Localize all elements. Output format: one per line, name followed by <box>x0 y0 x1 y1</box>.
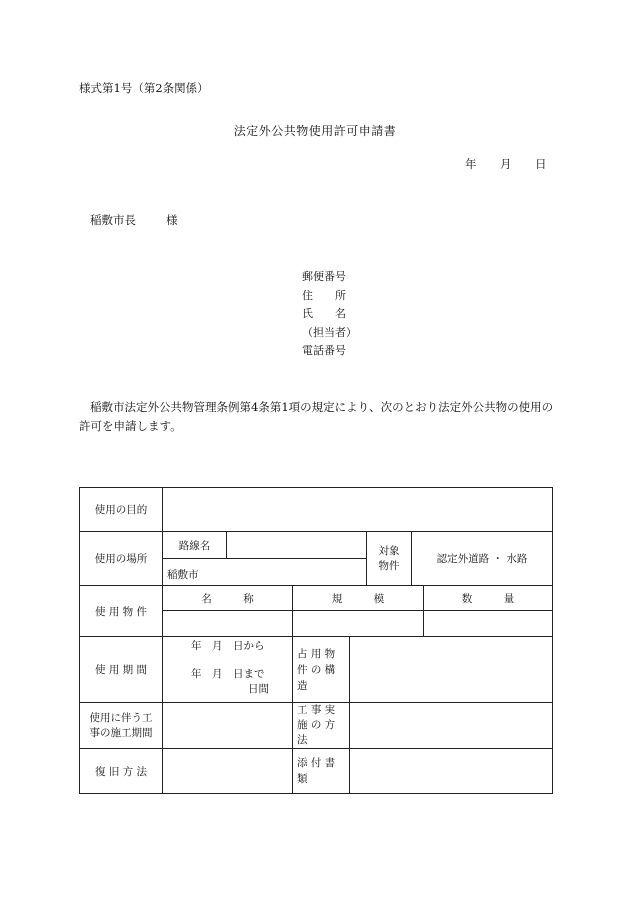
restoration-label: 復 旧 方 法 <box>80 749 163 794</box>
property-name-field[interactable] <box>163 611 293 637</box>
method-field[interactable] <box>350 703 553 749</box>
period-row <box>80 637 553 703</box>
col-scale-header: 規 模 <box>293 586 424 611</box>
date-year: 年 <box>465 157 477 171</box>
period-days: 日間 <box>248 683 269 695</box>
document-title: 法定外公共物使用許可申請書 <box>233 124 397 138</box>
address-label: 住 所 <box>302 289 346 302</box>
method-label <box>293 703 350 749</box>
property-scale-field[interactable] <box>293 611 424 637</box>
construction-period-label-line2: 事の施工期間 <box>89 726 153 739</box>
structure-label-line2: 件 の 構 <box>297 663 336 676</box>
structure-label-line3: 造 <box>297 679 308 692</box>
addressee-honorific: 様 <box>166 213 178 227</box>
addressee-name: 稲敷市長 <box>90 213 136 227</box>
date-day: 日 <box>535 157 547 171</box>
form-number: 様式第1号（第2条関係） <box>79 81 209 95</box>
target-label-line1: 対象 <box>378 544 400 557</box>
attachment-label <box>293 749 350 794</box>
construction-period-label-line1: 使用に伴う工 <box>89 711 153 724</box>
restoration-field[interactable] <box>163 749 293 794</box>
route-name-field[interactable] <box>227 532 367 559</box>
construction-row <box>80 703 553 749</box>
location-label: 使用の場所 <box>80 532 163 586</box>
attachment-label-line2: 類 <box>297 773 308 785</box>
target-value[interactable]: 認定外道路 ・ 水路 <box>412 532 553 586</box>
restoration-row <box>80 749 553 794</box>
construction-period-label <box>80 703 163 749</box>
target-label-line2: 物件 <box>378 559 400 572</box>
structure-label-line1: 占 用 物 <box>297 647 336 660</box>
method-label-line1: 工 事 実 <box>297 704 336 716</box>
phone-label: 電話番号 <box>302 344 346 357</box>
purpose-label: 使用の目的 <box>80 488 163 532</box>
col-quantity-header: 数 量 <box>424 586 553 611</box>
date-month: 月 <box>500 157 512 171</box>
construction-period-field[interactable] <box>163 703 293 749</box>
purpose-field[interactable] <box>163 488 553 532</box>
col-name-header: 名 称 <box>163 586 293 611</box>
addressee <box>90 212 178 228</box>
property-quantity-field[interactable] <box>424 611 553 637</box>
body-text: 稲敷市法定外公共物管理条例第4条第1項の規定により、次のとおり法定外公共物の使用の許可を申請します。 <box>79 400 554 433</box>
property-header-row <box>80 586 553 611</box>
attachment-label-line1: 添 付 書 <box>297 757 336 769</box>
purpose-row <box>80 488 553 532</box>
location-row <box>80 532 553 559</box>
contact-person-label: （担当者） <box>302 326 357 339</box>
application-table <box>79 487 553 794</box>
target-label <box>367 532 412 586</box>
structure-label <box>293 637 350 703</box>
period-from: 年 月 日から <box>191 640 265 652</box>
name-label: 氏 名 <box>302 307 346 320</box>
city-value: 稲敷市 <box>163 559 367 586</box>
period-label: 使 用 期 間 <box>80 637 163 703</box>
period-field[interactable] <box>163 637 293 703</box>
method-label-line3: 法 <box>297 734 308 746</box>
property-label: 使 用 物 件 <box>80 586 163 637</box>
method-label-line2: 施 の 方 <box>297 719 336 731</box>
attachment-field[interactable] <box>350 749 553 794</box>
structure-field[interactable] <box>350 637 553 703</box>
period-to: 年 月 日まで <box>191 668 265 680</box>
postal-code-label: 郵便番号 <box>302 270 346 283</box>
route-name-label: 路線名 <box>163 532 227 559</box>
